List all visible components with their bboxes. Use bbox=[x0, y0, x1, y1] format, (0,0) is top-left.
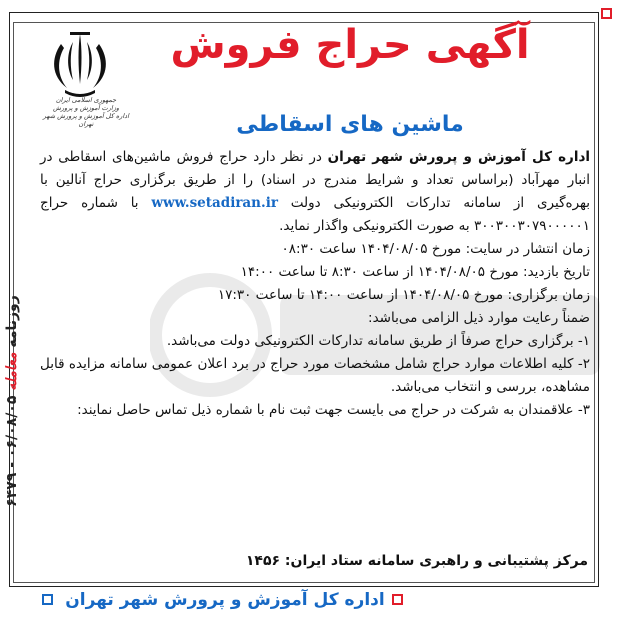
ministry-caption bbox=[40, 96, 132, 128]
publish-time: زمان انتشار در سایت: مورخ ۱۴۰۴/۰۸/۰۵ ساعت ۰۸:۳۰ bbox=[281, 241, 590, 257]
visit-time: تاریخ بازدید: مورخ ۱۴۰۴/۰۸/۰۵ از ساعت ۸:۳۰ تا ساعت ۱۴:۰۰ bbox=[240, 264, 590, 280]
requirement-1: ۱- برگزاری حراج صرفاً از طریق سامانه تدارکات الکترونیکی دولت می‌باشد. bbox=[166, 333, 590, 349]
corner-square-red bbox=[601, 8, 612, 19]
footer-org: اداره کل آموزش و پرورش شهر تهران bbox=[65, 590, 385, 610]
corner-square-blue bbox=[42, 594, 53, 605]
setadiran-link[interactable]: www.setadiran.ir bbox=[151, 195, 278, 211]
ministry-line-2: وزارت آموزش و پرورش bbox=[52, 104, 119, 112]
requirement-3: ۳- علاقمندان به شرکت در حراج می بایست جهت ثبت نام با شماره ذیل تماس حاصل نمایند: bbox=[77, 402, 590, 418]
side-strip bbox=[3, 260, 29, 550]
support-center: مرکز پشتیبانی و راهبری سامانه ستاد ایران: ۱۴۵۶ bbox=[245, 553, 588, 569]
announcement-body bbox=[40, 146, 590, 422]
side-label bbox=[4, 261, 26, 541]
intro-paragraph bbox=[40, 146, 590, 238]
side-issue: ۰۶/۰۸/۰۵ - ۶۴۷۹ bbox=[4, 395, 20, 507]
ministry-line-3: اداره کل آموزش و پرورش شهر تهران bbox=[43, 112, 129, 128]
intro-text: در نظر دارد حراج فروش ماشین‌های اسقاطی در انبار مهرآباد (براساس تعداد و شرایط مندرج در اسناد) را از طریق برگزاری حراج آنالین با بهره‌گیری از سامانه تدارکات الکترونیکی دولت bbox=[40, 149, 590, 211]
side-newspaper: روزنامه bbox=[4, 295, 20, 348]
requirement-2: ۲- کلیه اطلاعات موارد حراج شامل مشخصات مورد حراج در برد اعلان عمومی سامانه مزایده قابل مشاهده، بررسی و انتخاب می‌باشد. bbox=[40, 356, 590, 395]
intro-tail: با شماره حراج ۳۰۰۳۰۰۳۰۷۹۰۰۰۰۰۱ به صورت الکترونیکی واگذار نماید. bbox=[40, 195, 590, 234]
hold-time: زمان برگزاری: مورخ ۱۴۰۴/۰۸/۰۵ از ساعت ۱۴:۰۰ تا ساعت ۱۷:۳۰ bbox=[217, 287, 590, 303]
ministry-line-1: جمهوری اسلامی ایران bbox=[55, 96, 117, 104]
requirements-note: ضمناً رعایت موارد ذیل الزامی می‌باشد: bbox=[368, 310, 590, 326]
corner-square-red-bottom bbox=[392, 594, 403, 605]
page-title: آگهی حراج فروش bbox=[170, 22, 530, 68]
side-brand: معامله bbox=[4, 352, 20, 391]
org-name: اداره کل آموزش و پرورش شهر تهران bbox=[327, 149, 591, 165]
page-subtitle: ماشین های اسقاطی bbox=[236, 112, 464, 137]
